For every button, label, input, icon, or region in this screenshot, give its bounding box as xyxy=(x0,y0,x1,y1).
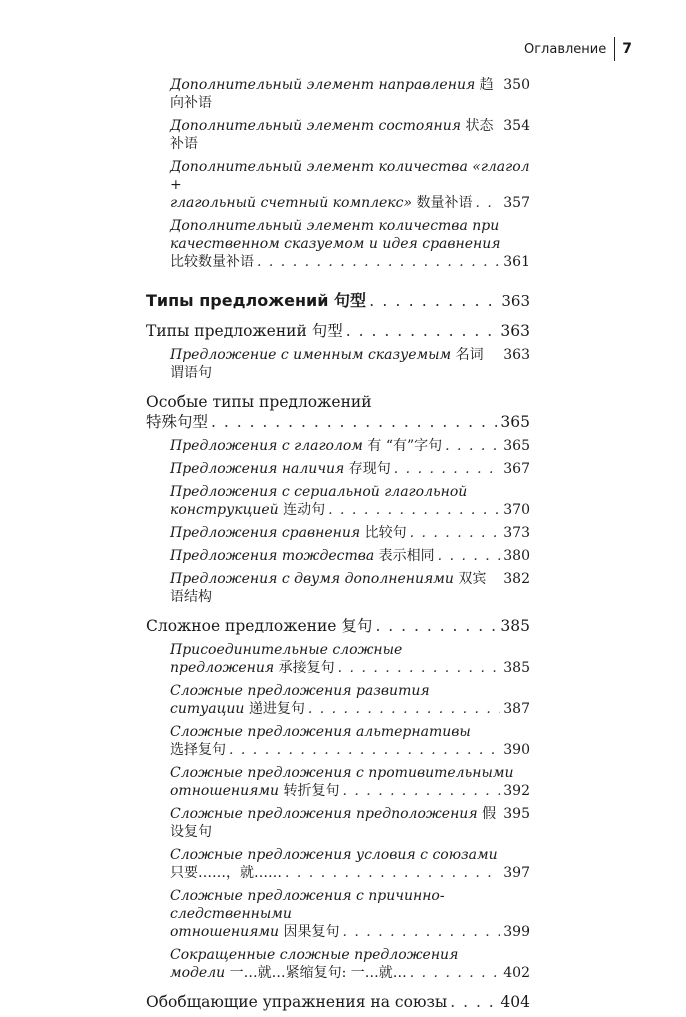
toc-page-number: 392 xyxy=(503,783,530,799)
toc-page-number: 354 xyxy=(503,118,530,134)
toc-entry-title: Типы предложений xyxy=(146,291,329,310)
toc-subsection xyxy=(170,805,530,841)
toc-entry-title: Предложение с именным сказуемым xyxy=(170,347,452,363)
toc-entry-title: модели xyxy=(170,965,226,981)
toc-section xyxy=(146,321,530,341)
toc-entry-title: Сложное предложение xyxy=(146,617,337,635)
toc-entry-chinese: 数量补语 xyxy=(416,195,473,211)
toc-entry-title: Предложения сравнения xyxy=(170,525,361,541)
toc-subsection xyxy=(170,158,530,212)
section-title: Оглавление xyxy=(523,41,607,57)
toc-subsection xyxy=(170,641,530,677)
toc-page-number: 390 xyxy=(503,742,530,758)
toc-entry-chinese: 选择复句 xyxy=(170,742,226,758)
toc-entry-title: конструкцией xyxy=(170,502,279,518)
dot-leader xyxy=(394,460,500,478)
toc-entry-title-first-line: Сложные предложения с причинно-следственными xyxy=(170,888,445,922)
toc-entry-title: Предложения с двумя дополнениями xyxy=(170,571,454,587)
toc-entry-title: отношениями xyxy=(170,783,280,799)
toc-page-number: 357 xyxy=(503,195,530,211)
toc-entry-title-first-line: Присоединительные сложные xyxy=(170,642,403,658)
toc-entry-chinese: 比较句 xyxy=(364,525,407,541)
toc-entry-title-first-line: Дополнительный элемент количества «глагол + xyxy=(170,159,530,193)
toc-subsection xyxy=(170,764,530,800)
toc-subsection xyxy=(170,570,530,606)
toc-entry-title: Сложные предложения предположения xyxy=(170,806,478,822)
toc-entry-title-first-line: Особые типы предложений xyxy=(146,393,372,411)
toc-entry-title: Дополнительный элемент направления xyxy=(170,77,476,93)
toc-page-number: 385 xyxy=(500,617,530,635)
dot-leader xyxy=(308,700,500,718)
dot-leader xyxy=(445,437,500,455)
running-header xyxy=(524,37,632,61)
toc-page-number: 363 xyxy=(500,322,530,340)
toc-page-number: 387 xyxy=(503,701,530,717)
toc-entry-chinese: 因果复句 xyxy=(283,924,340,940)
toc-entry-chinese: 状态补语 xyxy=(170,118,494,152)
toc-subsection xyxy=(170,723,530,759)
toc-page-number: 385 xyxy=(503,660,530,676)
dot-leader xyxy=(410,524,501,542)
toc-entry-chinese: 表示相同 xyxy=(378,548,435,564)
toc-entry-title-first-line: Сложные предложения альтернативы xyxy=(170,724,471,740)
dot-leader xyxy=(338,659,501,677)
toc-page-number: 363 xyxy=(501,292,530,310)
toc-subsection xyxy=(170,682,530,718)
toc-entry-title: предложения xyxy=(170,660,275,676)
toc-entry-chinese: 假设复句 xyxy=(170,806,497,840)
toc-entry-chinese: 句型 xyxy=(334,291,367,310)
toc-page-number: 367 xyxy=(503,461,530,477)
toc-subsection xyxy=(170,946,530,982)
dot-leader xyxy=(211,412,497,432)
table-of-contents xyxy=(146,76,530,1017)
dot-leader xyxy=(343,782,501,800)
toc-entry-chinese: 名词谓语句 xyxy=(170,347,484,381)
toc-page-number: 402 xyxy=(503,965,530,981)
dot-leader xyxy=(229,741,500,759)
toc-entry-title: ситуации xyxy=(170,701,245,717)
dot-leader xyxy=(346,321,498,341)
toc-entry-chinese: 复句 xyxy=(341,617,373,635)
toc-entry-chinese: 承接复句 xyxy=(278,660,335,676)
toc-entry-title-first-line: Предложения с сериальной глагольной xyxy=(170,484,468,500)
toc-entry-title-first-line: Сложные предложения условия с союзами xyxy=(170,847,498,863)
dot-leader xyxy=(375,616,497,636)
toc-entry-chinese: 比较数量补语 xyxy=(170,254,254,270)
toc-subsection xyxy=(170,217,530,271)
toc-page-number: 350 xyxy=(503,77,530,93)
toc-page-number: 363 xyxy=(503,347,530,363)
dot-leader xyxy=(410,964,501,982)
toc-entry-chinese: 转折复句 xyxy=(283,783,340,799)
toc-entry-title: Дополнительный элемент состояния xyxy=(170,118,462,134)
toc-page-number: 404 xyxy=(500,993,530,1011)
toc-entry-chinese: 只要……，就…… xyxy=(170,865,282,881)
toc-page-number: 382 xyxy=(503,571,530,587)
toc-subsection xyxy=(170,887,530,941)
toc-page-number: 380 xyxy=(503,548,530,564)
toc-section xyxy=(146,992,530,1012)
toc-entry-title-first-line: Сокращенные сложные предложения xyxy=(170,947,459,963)
toc-entry-title: Обобщающие упражнения на союзы xyxy=(146,993,448,1011)
dot-leader xyxy=(369,291,498,311)
toc-subsection xyxy=(170,846,530,882)
toc-entry-title-first-line: Дополнительный элемент количества при качественном сказуемом и идея сравнения xyxy=(170,218,501,252)
toc-entry-chinese: 趋向补语 xyxy=(170,77,494,111)
dot-leader xyxy=(438,547,501,565)
dot-leader xyxy=(343,923,501,941)
toc-subsection xyxy=(170,483,530,519)
dot-leader xyxy=(257,253,500,271)
toc-subsection xyxy=(170,346,530,382)
dot-leader xyxy=(285,864,500,882)
toc-entry-title: Предложения тождества xyxy=(170,548,375,564)
toc-entry-chinese: 一…就…紧缩复句: 一…就… xyxy=(229,965,407,981)
toc-page-number: 395 xyxy=(503,806,530,822)
toc-subsection xyxy=(170,524,530,542)
toc-page-number: 365 xyxy=(503,438,530,454)
toc-page-number: 370 xyxy=(503,502,530,518)
toc-entry-chinese: 连动句 xyxy=(283,502,326,518)
toc-chapter xyxy=(146,291,530,311)
toc-entry-chinese: 存现句 xyxy=(348,461,391,477)
toc-entry-title-first-line: Сложные предложения с противительными xyxy=(170,765,514,781)
toc-entry-chinese: 句型 xyxy=(311,322,343,340)
toc-page-number: 373 xyxy=(503,525,530,541)
toc-entry-title: отношениями xyxy=(170,924,280,940)
toc-entry-title: глагольный счетный комплекс» xyxy=(170,195,413,211)
toc-section xyxy=(146,392,530,432)
toc-entry-title: Предложения с глаголом xyxy=(170,438,363,454)
dot-leader xyxy=(476,194,501,212)
toc-entry-chinese: 特殊句型 xyxy=(146,413,209,431)
toc-entry-title: Предложения наличия xyxy=(170,461,345,477)
toc-entry-chinese: 有 “有”字句 xyxy=(367,438,443,454)
toc-page-number: 365 xyxy=(500,413,530,431)
toc-subsection xyxy=(170,460,530,478)
toc-page-number: 397 xyxy=(503,865,530,881)
dot-leader xyxy=(328,501,500,519)
toc-entry-title: Типы предложений xyxy=(146,322,307,340)
toc-entry-title-first-line: Сложные предложения развития xyxy=(170,683,430,699)
toc-subsection xyxy=(170,547,530,565)
dot-leader xyxy=(450,992,497,1012)
toc-subsection xyxy=(170,117,530,153)
toc-entry-chinese: 递进复句 xyxy=(248,701,305,717)
toc-page-number: 361 xyxy=(503,254,530,270)
toc-page-number: 399 xyxy=(503,924,530,940)
toc-subsection xyxy=(170,437,530,455)
toc-subsection xyxy=(170,76,530,112)
toc-entry-chinese: 双宾语结构 xyxy=(170,571,487,605)
page-number: 7 xyxy=(622,41,632,57)
toc-section xyxy=(146,616,530,636)
